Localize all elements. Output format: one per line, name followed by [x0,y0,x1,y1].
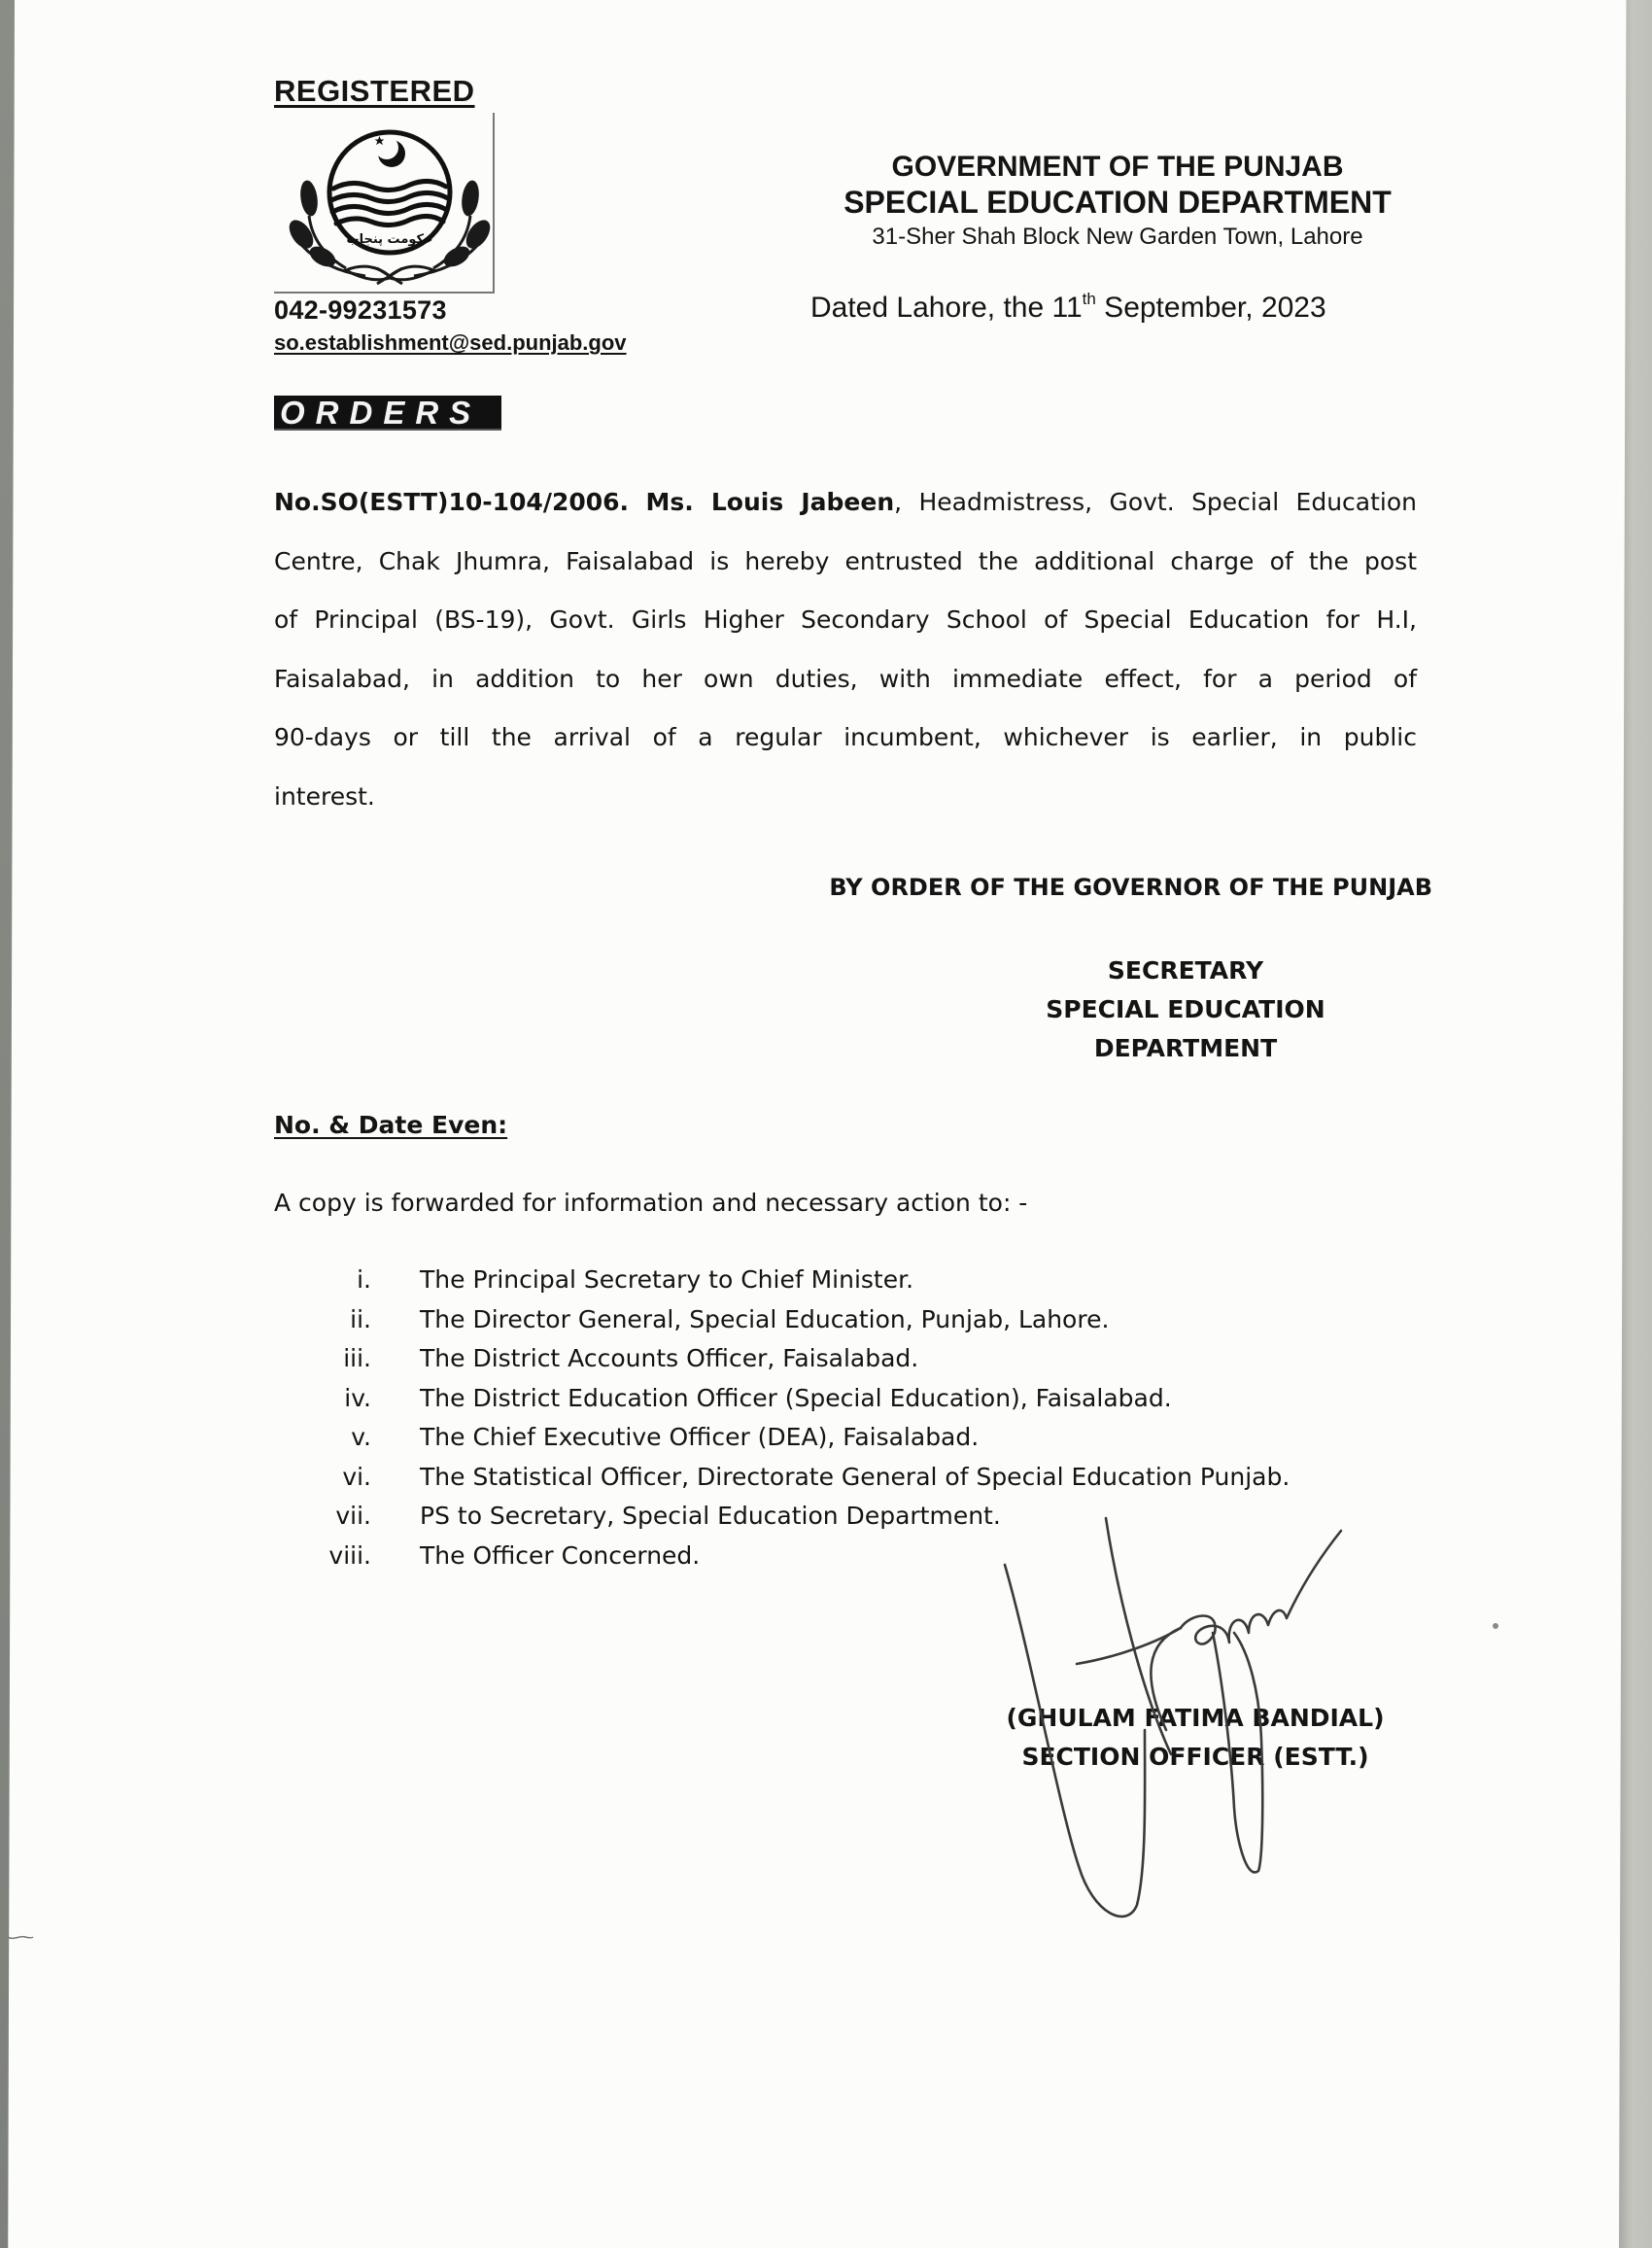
scan-edge-left [0,0,15,2248]
no-date-even-heading: No. & Date Even: [274,1111,508,1139]
by-order-of-governor: BY ORDER OF THE GOVERNOR OF THE PUNJAB [829,874,1432,901]
scan-mark [6,1931,35,1943]
signatory-designation: SECTION OFFICER (ESTT.) [1021,1743,1369,1771]
list-item [292,1305,1409,1345]
signatory-name: (GHULAM FATIMA BANDIAL) [1006,1704,1385,1732]
officer-name: Ms. Louis Jabeen [645,488,895,516]
list-item-number: iii. [343,1344,371,1372]
list-item-number: i. [357,1265,371,1294]
date-prefix: Dated Lahore, the 11 [810,292,1083,324]
order-paragraph [274,473,1417,826]
list-item [292,1502,1409,1541]
list-item [292,1541,1409,1581]
order-line-3: of Principal (BS-19), Govt. Girls Higher Secondary School of Special Education for H.I, [274,605,1417,634]
list-item [292,1265,1409,1305]
order-line-2: Centre, Chak Jhumra, Faisalabad is hereby entrusted the additional charge of the post [274,546,1417,575]
order-line-6: interest. [274,781,375,811]
list-item-text: The District Education Officer (Special Education), Faisalabad. [420,1383,1172,1412]
orders-heading: ORDERS [274,396,501,431]
scan-speck [1493,1623,1498,1629]
list-item-number: viii. [328,1540,371,1570]
order-line-4: Faisalabad, in addition to her own duties, with immediate effect, for a period of [274,664,1417,693]
order-line-1 [274,473,1417,533]
secretary-dept-line2: DEPARTMENT [1093,1034,1278,1062]
copy-forwarded-intro: A copy is forwarded for information and necessary action to: - [274,1189,1028,1217]
phone-number: 042-99231573 [274,295,447,325]
signatory-block [972,1699,1419,1777]
list-item-text: PS to Secretary, Special Education Department. [420,1502,1001,1530]
scan-edge-right [1619,0,1652,2248]
logo-frame-right-border [493,113,495,294]
secretary-block [991,951,1380,1068]
email-link[interactable]: so.establishment@sed.punjab.gov [274,330,627,355]
list-item-number: vii. [335,1502,371,1530]
list-item-number: iv. [344,1383,371,1412]
punjab-government-emblem-icon [288,122,492,286]
order-text: , Headmistress, Govt. Special Education [894,488,1417,516]
list-item [292,1384,1409,1424]
department-address: 31-Sher Shah Block New Garden Town, Lahore [872,224,1363,250]
department-title: SPECIAL EDUCATION DEPARTMENT [843,185,1392,220]
list-item-number: v. [351,1423,371,1451]
list-item-text: The Director General, Special Education, Punjab, Lahore. [420,1304,1110,1333]
list-item-number: ii. [350,1304,371,1333]
list-item-number: vi. [342,1462,371,1491]
secretary-title: SECRETARY [1107,956,1264,985]
list-item [292,1463,1409,1503]
date-ordinal-suffix: th [1082,290,1096,308]
logo-frame-bottom-border [274,292,495,294]
list-item [292,1423,1409,1463]
registered-label: REGISTERED [274,74,475,108]
order-line-5: 90-days or till the arrival of a regular incumbent, whichever is earlier, in public [274,723,1417,751]
list-item-text: The Chief Executive Officer (DEA), Faisalabad. [420,1423,980,1451]
emblem-caption: حکومت پنجاب [346,232,433,247]
order-number: No.SO(ESTT)10-104/2006. [274,488,630,516]
list-item-text: The Statistical Officer, Directorate General of Special Education Punjab. [420,1462,1291,1491]
list-item-text: The Principal Secretary to Chief Minister. [420,1265,914,1294]
document-date [810,292,1326,325]
date-rest: September, 2023 [1095,292,1326,324]
copy-distribution-list [292,1265,1409,1580]
secretary-dept-line1: SPECIAL EDUCATION [1046,995,1325,1023]
list-item-text: The District Accounts Officer, Faisalabad. [420,1344,919,1372]
list-item-text: The Officer Concerned. [420,1540,701,1570]
list-item [292,1344,1409,1384]
government-title: GOVERNMENT OF THE PUNJAB [891,151,1344,183]
